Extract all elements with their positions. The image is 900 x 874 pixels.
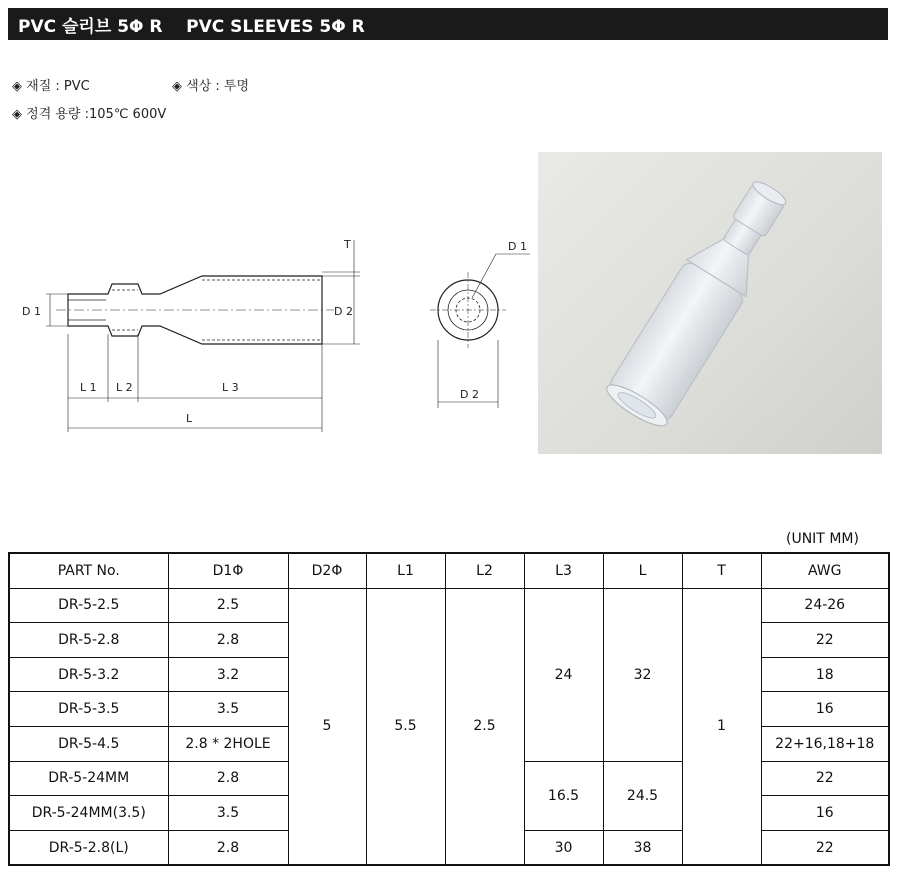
cell-part-no: DR-5-2.8(L) <box>9 830 168 865</box>
label-L1: L 1 <box>80 381 97 394</box>
cell-l: 32 <box>603 588 682 761</box>
cell-awg: 16 <box>761 692 889 727</box>
cell-t: 1 <box>682 588 761 865</box>
unit-label: (UNIT MM) <box>786 531 859 547</box>
cell-awg: 22 <box>761 623 889 658</box>
header-part-no: PART No. <box>9 553 168 588</box>
label-L3: L 3 <box>222 381 239 394</box>
spec-color: ◈ 색상 : 투명 <box>172 79 250 94</box>
label-T: T <box>344 238 351 251</box>
technical-drawing <box>0 140 530 450</box>
header-l: L <box>603 553 682 588</box>
cell-part-no: DR-5-3.2 <box>9 657 168 692</box>
cell-d1: 2.5 <box>168 588 288 623</box>
cell-awg: 16 <box>761 796 889 831</box>
label-end-D1: D 1 <box>508 240 527 253</box>
sleeve-image <box>538 152 882 454</box>
title-bar <box>8 8 888 40</box>
cell-part-no: DR-5-2.5 <box>9 588 168 623</box>
header-l3: L3 <box>524 553 603 588</box>
cell-awg: 24-26 <box>761 588 889 623</box>
label-D1: D 1 <box>22 305 41 318</box>
cell-d1: 3.5 <box>168 796 288 831</box>
spec-material: ◈ 재질 : PVC <box>12 79 90 94</box>
cell-part-no: DR-5-2.8 <box>9 623 168 658</box>
header-l1: L1 <box>366 553 445 588</box>
page-title: PVC 슬리브 5Φ R PVC SLEEVES 5Φ R <box>18 16 365 37</box>
cell-part-no: DR-5-3.5 <box>9 692 168 727</box>
spec-rating: ◈ 정격 용량 :105℃ 600V <box>12 107 167 122</box>
cell-part-no: DR-5-24MM <box>9 761 168 796</box>
label-end-D2: D 2 <box>460 388 479 401</box>
cell-awg: 18 <box>761 657 889 692</box>
label-D2: D 2 <box>334 305 353 318</box>
label-L: L <box>186 412 193 425</box>
cell-d1: 2.8 <box>168 830 288 865</box>
header-d1: D1Φ <box>168 553 288 588</box>
cell-l2: 2.5 <box>445 588 524 865</box>
cell-awg: 22 <box>761 830 889 865</box>
cell-awg: 22+16,18+18 <box>761 726 889 761</box>
spec-table <box>8 552 890 866</box>
cell-l3: 16.5 <box>524 761 603 830</box>
cell-l3: 30 <box>524 830 603 865</box>
header-d2: D2Φ <box>288 553 366 588</box>
cell-l3: 24 <box>524 588 603 761</box>
cell-d2: 5 <box>288 588 366 865</box>
cell-d1: 2.8 * 2HOLE <box>168 726 288 761</box>
cell-part-no: DR-5-24MM(3.5) <box>9 796 168 831</box>
table-row <box>9 588 889 623</box>
table-header-row <box>9 553 889 588</box>
cell-d1: 2.8 <box>168 623 288 658</box>
label-L2: L 2 <box>116 381 133 394</box>
product-photo <box>538 152 882 454</box>
cell-part-no: DR-5-4.5 <box>9 726 168 761</box>
cell-l: 24.5 <box>603 761 682 830</box>
cell-d1: 3.2 <box>168 657 288 692</box>
cell-l: 38 <box>603 830 682 865</box>
cell-awg: 22 <box>761 761 889 796</box>
header-t: T <box>682 553 761 588</box>
cell-d1: 3.5 <box>168 692 288 727</box>
header-l2: L2 <box>445 553 524 588</box>
cell-l1: 5.5 <box>366 588 445 865</box>
cell-d1: 2.8 <box>168 761 288 796</box>
header-awg: AWG <box>761 553 889 588</box>
